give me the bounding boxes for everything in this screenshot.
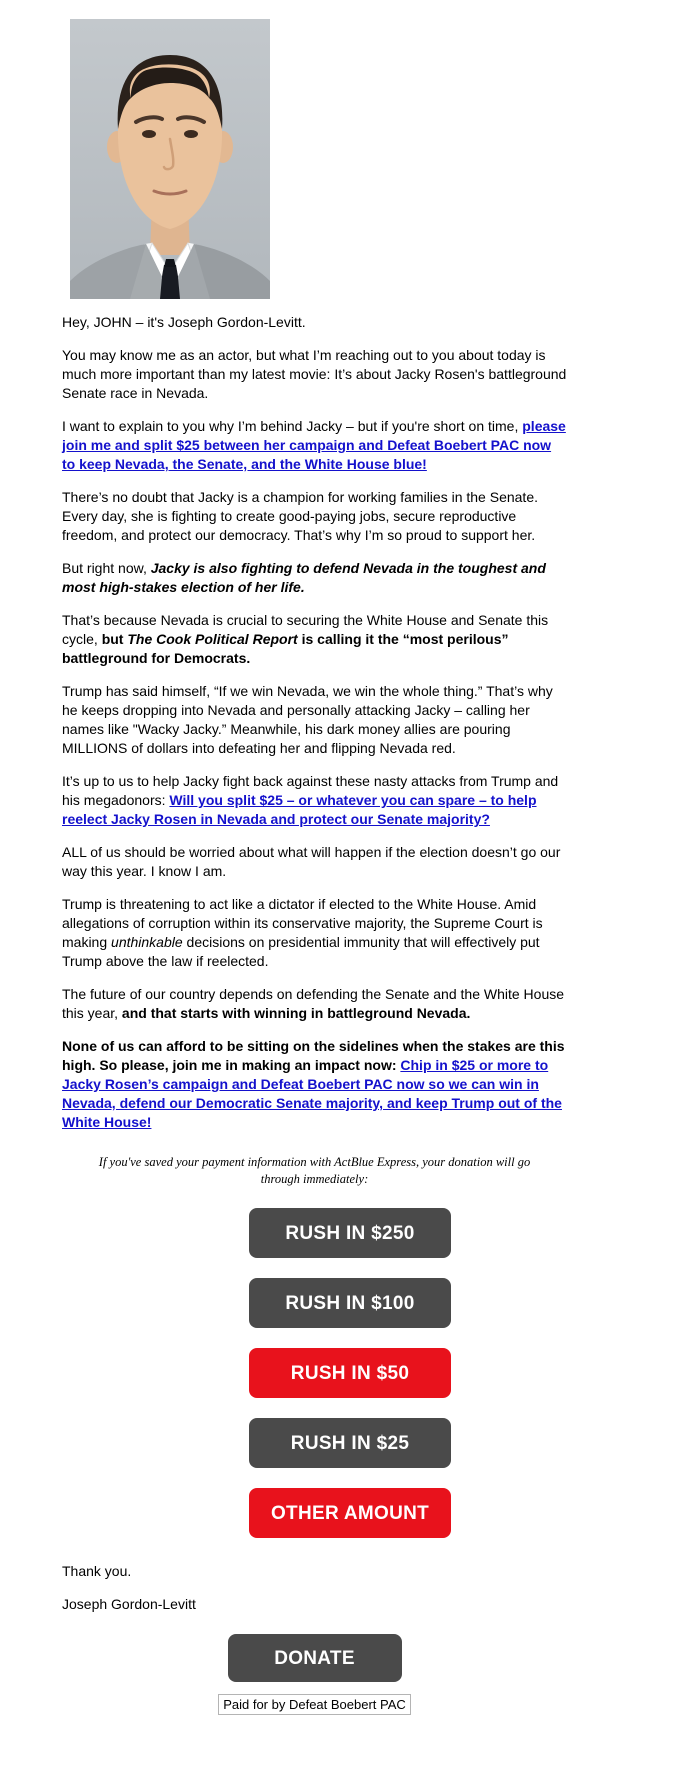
cook-report-bold: but — [101, 631, 128, 647]
rush-in-250-button[interactable]: RUSH IN $250 — [249, 1208, 451, 1258]
cook-report-bold-tail: is calling it the “most perilous” battleground for Democrats. — [62, 631, 509, 666]
signature-text: Joseph Gordon-Levitt — [62, 1596, 196, 1612]
trump-quote-paragraph — [62, 682, 567, 758]
future-paragraph — [62, 985, 567, 1023]
intro-text: You may know me as an actor, but what I’m reaching out to you about today is much more important than my latest movie: It’s about Jacky Rosen's battleground Senate race in Nevada. — [62, 347, 567, 401]
closing-text: Thank you. — [62, 1563, 132, 1579]
worried-text: ALL of us should be worried about what will happen if the election doesn’t go our way this year. I know I am. — [62, 844, 561, 879]
worried-paragraph — [62, 843, 567, 881]
rush-in-50-button[interactable]: RUSH IN $50 — [249, 1348, 451, 1398]
closing-paragraph — [62, 1562, 567, 1581]
headshot-image — [70, 19, 270, 299]
signature-paragraph — [62, 1595, 567, 1614]
rush-in-25-button[interactable]: RUSH IN $25 — [249, 1418, 451, 1468]
greeting-text: Hey, JOHN – it's Joseph Gordon-Levitt. — [62, 314, 306, 330]
future-lead: The future of our country depends on defending the Senate and the White House this year, — [62, 986, 565, 1021]
email-body — [62, 0, 567, 1715]
chip-in-link[interactable]: Chip in $25 or more to Jacky Rosen’s campaign and Defeat Boebert PAC now so we can win in Nevada, defend our Democratic Senate majority, and keep Trump out of the White House! — [62, 1057, 562, 1130]
sender-photo — [70, 0, 270, 299]
fighting-emphasis: Jacky is also fighting to defend Nevada in the toughest and most high-stakes election of her life. — [62, 560, 546, 595]
intro-paragraph — [62, 346, 567, 403]
champion-text: There’s no doubt that Jacky is a champion for working families in the Senate. Every day, she is fighting to create good-paying jobs, secure reproductive freedom, and protect our democracy. That’s why I’m so proud to support her. — [62, 489, 538, 543]
donation-amount-buttons — [0, 1208, 700, 1538]
rush-in-100-button[interactable]: RUSH IN $100 — [249, 1278, 451, 1328]
fight-back-paragraph — [62, 772, 567, 829]
fight-back-lead: It’s up to us to help Jacky fight back against these nasty attacks from Trump and his megadonors: — [62, 773, 559, 808]
cook-report-lead: That’s because Nevada is crucial to securing the White House and Senate this cycle, — [62, 612, 549, 647]
future-bold: and that starts with winning in battleground Nevada. — [121, 1005, 471, 1021]
footer — [62, 1694, 567, 1715]
fighting-lead: But right now, — [62, 560, 151, 576]
cta-bold-lead: None of us can afford to be sitting on the sidelines when the stakes are this high. So please, join me in making an impact now: — [62, 1038, 565, 1073]
other-amount-button[interactable]: OTHER AMOUNT — [249, 1488, 451, 1538]
split-donation-lead: I want to explain to you why I’m behind Jacky – but if you're short on time, — [62, 418, 523, 434]
fighting-paragraph — [62, 559, 567, 597]
cook-report-title: The Cook Political Report — [127, 631, 298, 647]
split-donation-paragraph — [62, 417, 567, 474]
dictator-paragraph — [62, 895, 567, 971]
donate-button[interactable]: DONATE — [228, 1634, 402, 1682]
cook-report-paragraph — [62, 611, 567, 668]
unthinkable-emphasis: unthinkable — [111, 934, 183, 950]
greeting-paragraph — [62, 313, 567, 332]
dictator-tail: decisions on presidential immunity that will effectively put Trump above the law if reelected. — [62, 934, 540, 969]
call-to-action-paragraph — [62, 1037, 567, 1132]
split-25-donation-link[interactable]: please join me and split $25 between her campaign and Defeat Boebert PAC now to keep Nevada, the Senate, and the White House blue! — [62, 418, 566, 472]
paid-for-disclaimer: Paid for by Defeat Boebert PAC — [218, 1694, 411, 1715]
champion-paragraph — [62, 488, 567, 545]
closing-block — [62, 1562, 567, 1614]
dictator-lead: Trump is threatening to act like a dictator if elected to the White House. Amid allegations of corruption within its conservative majority, the Supreme Court is making — [62, 896, 543, 950]
reelect-rosen-link[interactable]: Will you split $25 – or whatever you can spare – to help reelect Jacky Rosen in Nevada and protect our Senate majority? — [62, 792, 537, 827]
actblue-express-disclaimer: If you've saved your payment information with ActBlue Express, your donation will go through immediately: — [98, 1155, 531, 1186]
trump-quote-text: Trump has said himself, “If we win Nevada, we win the whole thing.” That’s why he keeps dropping into Nevada and personally attacking Jacky – calling her names like "Wacky Jacky.” Meanwhile, his dark money allies are pouring MILLIONS of dollars into defeating her and flipping Nevada red. — [62, 683, 553, 756]
